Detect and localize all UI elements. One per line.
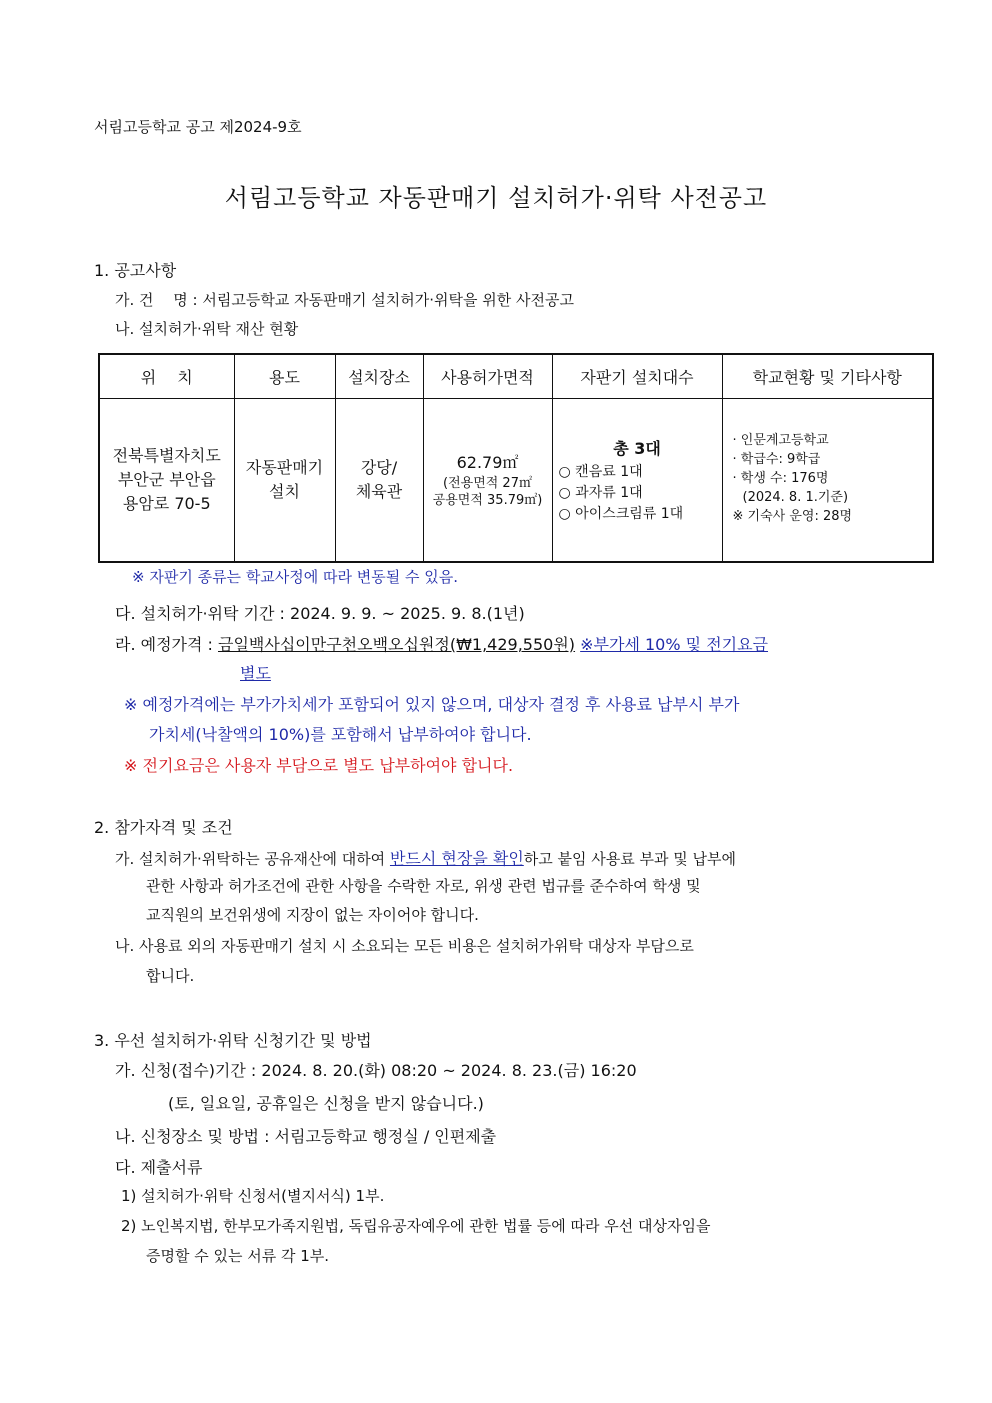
section3-item-na: 나. 신청장소 및 방법 : 서림고등학교 행정실 / 인편제출 bbox=[115, 1127, 497, 1146]
estimated-price: 금일백사십이만구천오백오십원정(₩1,429,550원) bbox=[218, 635, 576, 654]
section3-item-ga: 가. 신청(접수)기간 : 2024. 8. 20.(화) 08:20 ~ 2024. 8. 23.(금) 16:20 bbox=[115, 1061, 637, 1080]
section1-item-da: 다. 설치허가·위탁 기간 : 2024. 9. 9. ~ 2025. 9. 8.(1년) bbox=[115, 604, 525, 623]
table-cell-area: 62.79㎡ (전용면적 27㎡ 공용면적 35.79㎡) bbox=[423, 399, 552, 563]
table-cell-location: 전북특별자치도 부안군 부안읍 용암로 70-5 bbox=[99, 399, 234, 563]
section1-heading: 1. 공고사항 bbox=[94, 261, 177, 280]
notice-number: 서림고등학교 공고 제2024-9호 bbox=[94, 118, 302, 136]
page-title: 서림고등학교 자동판매기 설치허가·위탁 사전공고 bbox=[224, 184, 768, 212]
property-table bbox=[98, 353, 934, 563]
table-header-school-info: 학교현황 및 기타사항 bbox=[722, 354, 933, 399]
section2-item-na-line2: 합니다. bbox=[146, 967, 195, 985]
table-cell-school-info: · 인문계고등학교 · 학급수: 9학급 · 학생 수: 176명 (2024. 8. 1.기준) ※ 기숙사 운영: 28명 bbox=[722, 399, 933, 563]
table-header-place: 설치장소 bbox=[335, 354, 423, 399]
section2-item-na: 나. 사용료 외의 자동판매기 설치 시 소요되는 모든 비용은 설치허가위탁 대상자 부담으로 bbox=[115, 937, 694, 955]
table-cell-place: 강당/ 체육관 bbox=[335, 399, 423, 563]
vat-note: ※부가세 10% 및 전기요금 bbox=[580, 635, 769, 654]
vat-note-continued: 별도 bbox=[240, 664, 271, 683]
table-header-area: 사용허가면적 bbox=[423, 354, 552, 399]
site-check-highlight: 반드시 현장을 확인 bbox=[389, 849, 524, 868]
section1-item-na: 나. 설치허가·위탁 재산 현황 bbox=[115, 320, 299, 338]
section2-item-ga-line3: 교직원의 보건위생에 지장이 없는 자이어야 합니다. bbox=[146, 906, 479, 924]
required-doc-1: 1) 설치허가·위탁 신청서(별지서식) 1부. bbox=[121, 1187, 385, 1205]
warning-vat: ※ 예정가격에는 부가가치세가 포함되어 있지 않으며, 대상자 결정 후 사용료 납부시 부가 bbox=[124, 695, 740, 714]
required-doc-2: 2) 노인복지법, 한부모가족지원법, 독립유공자예우에 관한 법률 등에 따라 우선 대상자임을 bbox=[121, 1217, 711, 1235]
section2-heading: 2. 참가자격 및 조건 bbox=[94, 818, 233, 837]
table-header-machines: 자판기 설치대수 bbox=[552, 354, 722, 399]
section2-item-ga: 가. 설치허가·위탁하는 공유재산에 대하여 반드시 현장을 확인하고 붙임 사용료 부과 및 납부에 bbox=[115, 849, 736, 868]
section1-item-ra: 라. 예정가격 : 금일백사십이만구천오백오십원정(₩1,429,550원) ※부가세 10% 및 전기요금 bbox=[115, 635, 769, 654]
required-doc-2-line2: 증명할 수 있는 서류 각 1부. bbox=[146, 1247, 330, 1265]
section3-item-ga-note: (토, 일요일, 공휴일은 신청을 받지 않습니다.) bbox=[168, 1094, 484, 1113]
section2-item-ga-line2: 관한 사항과 허가조건에 관한 사항을 수락한 자로, 위생 관련 법규를 준수하여 학생 및 bbox=[146, 877, 701, 895]
table-note: ※ 자판기 종류는 학교사정에 따라 변동될 수 있음. bbox=[132, 568, 459, 586]
table-header-usage: 용도 bbox=[234, 354, 335, 399]
warning-electricity: ※ 전기요금은 사용자 부담으로 별도 납부하여야 합니다. bbox=[124, 756, 514, 775]
table-cell-machines: 총 3대 ○ 캔음료 1대 ○ 과자류 1대 ○ 아이스크림류 1대 bbox=[552, 399, 722, 563]
section3-heading: 3. 우선 설치허가·위탁 신청기간 및 방법 bbox=[94, 1031, 372, 1050]
table-header-location: 위 치 bbox=[99, 354, 234, 399]
warning-vat-continued: 가치세(낙찰액의 10%)를 포함해서 납부하여야 합니다. bbox=[149, 725, 532, 744]
section3-item-da: 다. 제출서류 bbox=[115, 1158, 203, 1177]
section1-item-ga: 가. 건 명 : 서림고등학교 자동판매기 설치허가·위탁을 위한 사전공고 bbox=[115, 291, 574, 309]
table-cell-usage: 자동판매기 설치 bbox=[234, 399, 335, 563]
